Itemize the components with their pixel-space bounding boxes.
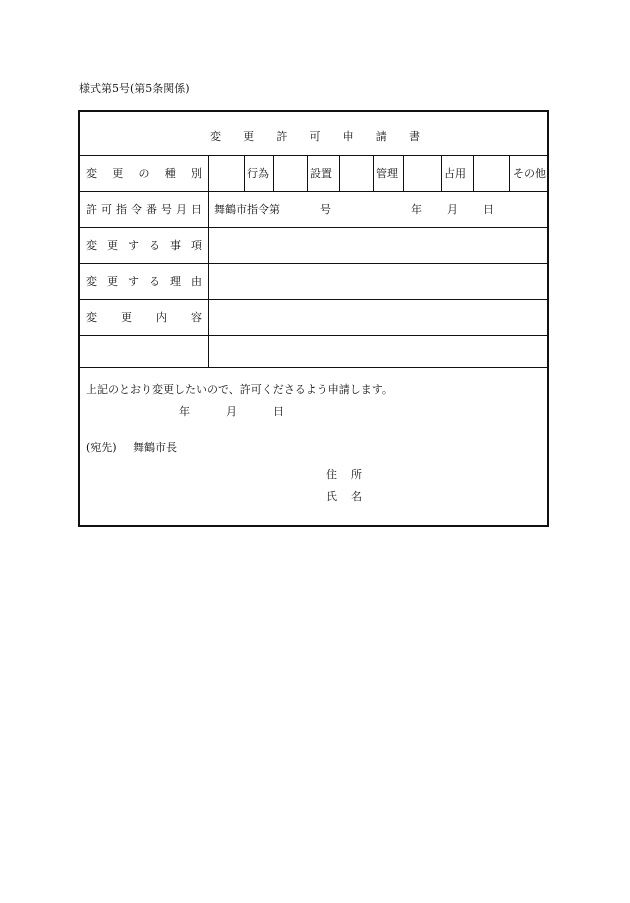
applicant-address-label (326, 466, 362, 482)
change-item-label (86, 239, 202, 252)
label-char: 日 (191, 203, 202, 216)
permit-go-label: 号 (320, 203, 331, 216)
title-char: 許 (276, 130, 288, 143)
addressee-name: 舞鶴市長 (133, 441, 177, 454)
row-divider (80, 227, 547, 228)
application-form-frame (78, 110, 549, 527)
label-char: す (128, 239, 139, 252)
label-char: 番 (146, 203, 157, 216)
type-divider (307, 155, 308, 191)
addressee-prefix: (宛先) (86, 441, 117, 454)
type-option-action: 行為 (247, 167, 269, 180)
change-content-label (86, 311, 202, 324)
change-reason-label (86, 275, 202, 288)
row-divider (80, 299, 547, 300)
label-char: 氏 (326, 490, 337, 503)
label-char: る (149, 239, 160, 252)
type-option-management: 管理 (376, 167, 398, 180)
title-char: 書 (408, 130, 420, 143)
label-char: 月 (176, 203, 187, 216)
label-char: 更 (112, 167, 124, 180)
title-char: 変 (210, 130, 221, 143)
label-char: 変 (86, 311, 97, 324)
row-divider (80, 335, 547, 336)
label-char: 変 (86, 275, 97, 288)
application-statement: 上記のとおり変更したいので、許可くださるよう申請します。 (86, 383, 393, 396)
type-divider (403, 155, 404, 191)
date-month-label: 月 (226, 405, 237, 418)
label-char: 更 (107, 275, 118, 288)
label-char: 容 (191, 311, 202, 324)
label-char: 令 (131, 203, 142, 216)
label-char: 由 (191, 275, 202, 288)
title-char: 請 (375, 130, 387, 143)
label-char: 種 (164, 167, 176, 180)
title-char: 申 (342, 130, 354, 143)
applicant-name-label (326, 488, 362, 504)
title-char: 可 (309, 130, 321, 143)
type-divider (473, 155, 474, 191)
label-char: 理 (170, 275, 181, 288)
label-char: す (128, 275, 139, 288)
type-option-installation: 設置 (310, 167, 332, 180)
type-divider (441, 155, 442, 191)
type-divider (273, 155, 274, 191)
form-number-label: 様式第5号(第5条関係) (79, 82, 190, 95)
type-divider (339, 155, 340, 191)
label-char: 事 (170, 239, 181, 252)
permit-number-date-label (86, 203, 202, 216)
permit-day-label: 日 (483, 203, 494, 216)
form-title (210, 128, 420, 144)
row-divider (80, 367, 547, 368)
row-divider (80, 263, 547, 264)
type-option-other: その他 (513, 167, 546, 180)
label-char: の (138, 167, 150, 180)
type-divider (244, 155, 245, 191)
type-option-occupancy: 占用 (444, 167, 466, 180)
label-char: 住 (326, 468, 337, 481)
type-divider (509, 155, 510, 191)
title-char: 更 (243, 130, 255, 143)
label-char: 更 (107, 239, 118, 252)
date-day-label: 日 (273, 405, 284, 418)
label-char: 許 (86, 203, 97, 216)
label-char: 変 (86, 167, 97, 180)
permit-prefix: 舞鶴市指令第 (214, 203, 280, 216)
label-char: 更 (121, 311, 132, 324)
label-char: 別 (191, 167, 202, 180)
label-char: 項 (191, 239, 202, 252)
column-divider (208, 155, 209, 367)
permit-year-label: 年 (411, 203, 422, 216)
row-divider (80, 155, 547, 156)
label-char: 号 (161, 203, 172, 216)
date-year-label: 年 (179, 405, 190, 418)
change-type-label (86, 167, 202, 180)
label-char: 可 (101, 203, 112, 216)
label-char: る (149, 275, 160, 288)
row-divider (80, 191, 547, 192)
permit-month-label: 月 (447, 203, 458, 216)
label-char: 内 (156, 311, 167, 324)
type-divider (373, 155, 374, 191)
label-char: 指 (116, 203, 127, 216)
label-char: 名 (351, 490, 362, 503)
label-char: 所 (351, 468, 362, 481)
label-char: 変 (86, 239, 97, 252)
